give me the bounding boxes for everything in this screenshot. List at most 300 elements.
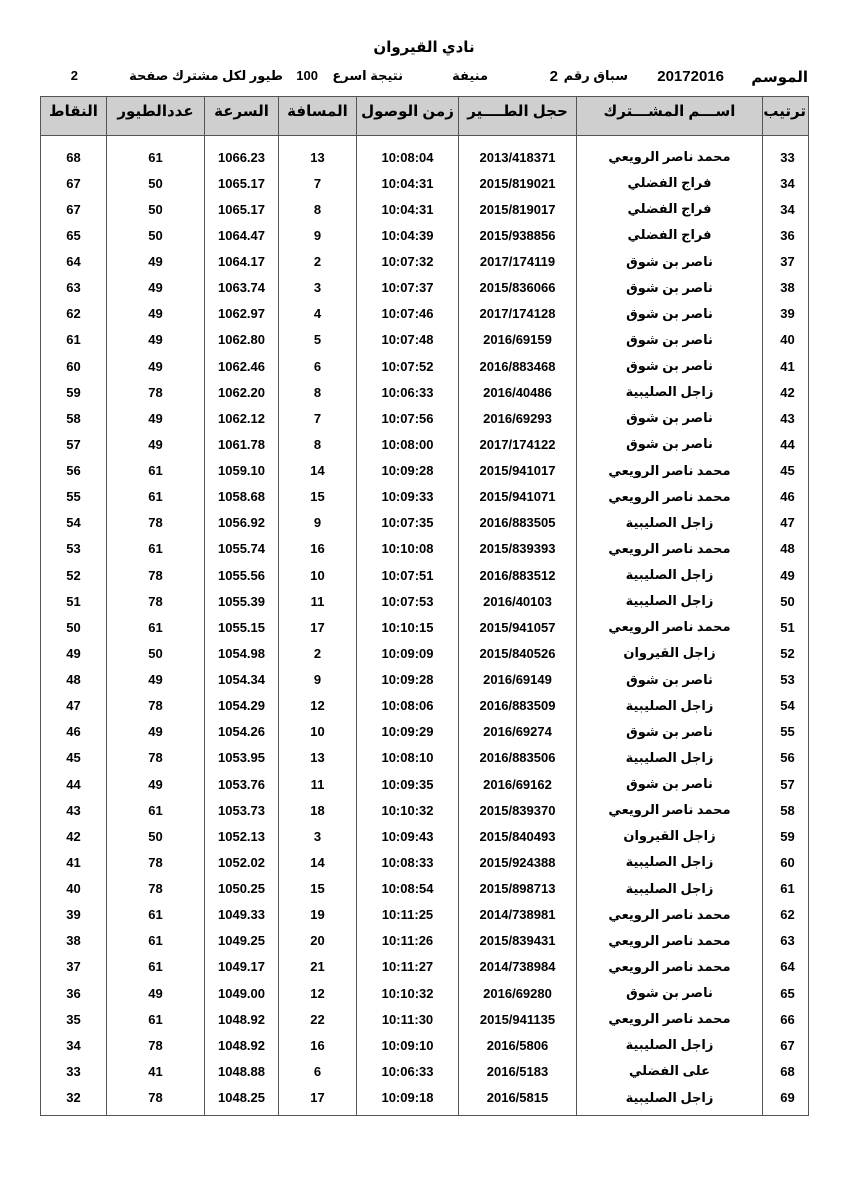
cell-arrival: 10:09:35 bbox=[357, 771, 459, 797]
cell-rank bbox=[763, 327, 809, 353]
cell-points: 38 bbox=[41, 928, 107, 954]
cell-distance: 17 bbox=[279, 614, 357, 640]
cell-birds: 78 bbox=[107, 745, 205, 771]
cell-distance: 18 bbox=[279, 797, 357, 823]
cell-birds: 49 bbox=[107, 431, 205, 457]
table-row bbox=[41, 667, 809, 693]
header-name bbox=[577, 97, 763, 136]
cell-distance: 11 bbox=[279, 771, 357, 797]
cell-rank bbox=[763, 719, 809, 745]
rank-value: 49 bbox=[780, 567, 795, 583]
cell-ring: 2016/5806 bbox=[459, 1032, 577, 1058]
rank-value: 39 bbox=[780, 306, 795, 322]
cell-arrival: 10:09:29 bbox=[357, 719, 459, 745]
cell-rank bbox=[763, 667, 809, 693]
table-row bbox=[41, 301, 809, 327]
cell-ring: 2015/898713 bbox=[459, 876, 577, 902]
table-row bbox=[41, 614, 809, 640]
season-label: الموسم bbox=[751, 69, 808, 86]
cell-rank bbox=[763, 954, 809, 980]
table-row bbox=[41, 562, 809, 588]
cell-name: ناصر بن شوق bbox=[577, 249, 763, 275]
cell-rank bbox=[763, 353, 809, 379]
cell-name: ناصر بن شوق bbox=[577, 771, 763, 797]
cell-speed: 1052.02 bbox=[205, 849, 279, 875]
cell-birds: 61 bbox=[107, 954, 205, 980]
table-row bbox=[41, 797, 809, 823]
cell-ring: 2015/924388 bbox=[459, 849, 577, 875]
season-value: 20172016 bbox=[657, 68, 724, 85]
cell-arrival: 10:09:33 bbox=[357, 484, 459, 510]
cell-arrival: 10:07:56 bbox=[357, 405, 459, 431]
rank-value: 52 bbox=[780, 645, 795, 661]
cell-ring: 2015/836066 bbox=[459, 275, 577, 301]
cell-speed: 1053.76 bbox=[205, 771, 279, 797]
cell-name: محمد ناصر الرويعي bbox=[577, 484, 763, 510]
cell-distance: 21 bbox=[279, 954, 357, 980]
table-row bbox=[41, 1032, 809, 1058]
cell-ring: 2017/174122 bbox=[459, 431, 577, 457]
race-info bbox=[40, 68, 808, 92]
cell-points: 65 bbox=[41, 222, 107, 248]
cell-arrival: 10:08:00 bbox=[357, 431, 459, 457]
cell-distance: 16 bbox=[279, 1032, 357, 1058]
cell-ring: 2016/883509 bbox=[459, 693, 577, 719]
cell-birds: 50 bbox=[107, 640, 205, 666]
cell-points: 56 bbox=[41, 458, 107, 484]
cell-ring: 2016/69274 bbox=[459, 719, 577, 745]
cell-birds: 61 bbox=[107, 136, 205, 171]
rank-value: 67 bbox=[780, 1037, 795, 1053]
cell-birds: 78 bbox=[107, 849, 205, 875]
results-body bbox=[41, 136, 809, 1116]
cell-arrival: 10:08:33 bbox=[357, 849, 459, 875]
rank-value: 36 bbox=[780, 227, 795, 243]
cell-rank bbox=[763, 771, 809, 797]
cell-points: 37 bbox=[41, 954, 107, 980]
cell-birds: 49 bbox=[107, 719, 205, 745]
cell-arrival: 10:09:09 bbox=[357, 640, 459, 666]
cell-arrival: 10:10:32 bbox=[357, 980, 459, 1006]
cell-arrival: 10:09:28 bbox=[357, 458, 459, 484]
header-arrival bbox=[357, 97, 459, 136]
cell-distance: 3 bbox=[279, 823, 357, 849]
cell-name: على الفضلي bbox=[577, 1058, 763, 1084]
cell-distance: 9 bbox=[279, 510, 357, 536]
cell-points: 39 bbox=[41, 902, 107, 928]
cell-name: ناصر بن شوق bbox=[577, 667, 763, 693]
cell-ring: 2016/883468 bbox=[459, 353, 577, 379]
cell-ring: 2016/69149 bbox=[459, 667, 577, 693]
rank-value: 66 bbox=[780, 1011, 795, 1027]
cell-points: 55 bbox=[41, 484, 107, 510]
rank-value: 43 bbox=[780, 410, 795, 426]
table-row bbox=[41, 771, 809, 797]
cell-distance: 9 bbox=[279, 667, 357, 693]
results-table bbox=[40, 96, 809, 1116]
cell-speed: 1062.97 bbox=[205, 301, 279, 327]
cell-ring: 2015/938856 bbox=[459, 222, 577, 248]
cell-points: 32 bbox=[41, 1085, 107, 1116]
cell-rank bbox=[763, 902, 809, 928]
table-row bbox=[41, 588, 809, 614]
table-row bbox=[41, 1085, 809, 1116]
cell-arrival: 10:10:08 bbox=[357, 536, 459, 562]
rank-value: 63 bbox=[780, 933, 795, 949]
cell-speed: 1062.80 bbox=[205, 327, 279, 353]
header-birds-label: عددالطيور bbox=[117, 103, 194, 120]
cell-ring: 2015/839393 bbox=[459, 536, 577, 562]
cell-points: 63 bbox=[41, 275, 107, 301]
cell-ring: 2015/941017 bbox=[459, 458, 577, 484]
cell-distance: 8 bbox=[279, 196, 357, 222]
cell-points: 60 bbox=[41, 353, 107, 379]
cell-name: زاجل الصليبية bbox=[577, 562, 763, 588]
table-row bbox=[41, 405, 809, 431]
cell-rank bbox=[763, 614, 809, 640]
cell-rank bbox=[763, 980, 809, 1006]
cell-birds: 61 bbox=[107, 614, 205, 640]
cell-rank bbox=[763, 196, 809, 222]
cell-ring: 2016/69159 bbox=[459, 327, 577, 353]
cell-rank bbox=[763, 1006, 809, 1032]
cell-rank bbox=[763, 405, 809, 431]
cell-arrival: 10:08:06 bbox=[357, 693, 459, 719]
cell-name: محمد ناصر الرويعي bbox=[577, 458, 763, 484]
cell-arrival: 10:09:28 bbox=[357, 667, 459, 693]
cell-arrival: 10:07:35 bbox=[357, 510, 459, 536]
rank-value: 40 bbox=[780, 332, 795, 348]
cell-points: 59 bbox=[41, 379, 107, 405]
cell-points: 43 bbox=[41, 797, 107, 823]
table-row bbox=[41, 275, 809, 301]
cell-birds: 49 bbox=[107, 980, 205, 1006]
cell-rank bbox=[763, 484, 809, 510]
rank-value: 61 bbox=[780, 881, 795, 897]
cell-speed: 1062.12 bbox=[205, 405, 279, 431]
cell-speed: 1066.23 bbox=[205, 136, 279, 171]
cell-arrival: 10:11:30 bbox=[357, 1006, 459, 1032]
cell-rank bbox=[763, 693, 809, 719]
cell-points: 50 bbox=[41, 614, 107, 640]
cell-name: فراج الفضلي bbox=[577, 222, 763, 248]
cell-ring: 2016/40486 bbox=[459, 379, 577, 405]
table-row bbox=[41, 249, 809, 275]
cell-arrival: 10:07:32 bbox=[357, 249, 459, 275]
cell-ring: 2016/5183 bbox=[459, 1058, 577, 1084]
per-participant-label: طيور لكل مشترك صفحة bbox=[129, 68, 283, 83]
cell-arrival: 10:06:33 bbox=[357, 1058, 459, 1084]
cell-speed: 1050.25 bbox=[205, 876, 279, 902]
rank-value: 44 bbox=[780, 436, 795, 452]
cell-speed: 1049.33 bbox=[205, 902, 279, 928]
rank-value: 53 bbox=[780, 672, 795, 688]
cell-rank bbox=[763, 1032, 809, 1058]
cell-points: 40 bbox=[41, 876, 107, 902]
rank-value: 38 bbox=[780, 280, 795, 296]
cell-points: 42 bbox=[41, 823, 107, 849]
cell-speed: 1064.17 bbox=[205, 249, 279, 275]
cell-speed: 1062.46 bbox=[205, 353, 279, 379]
table-row bbox=[41, 327, 809, 353]
cell-ring: 2017/174128 bbox=[459, 301, 577, 327]
cell-birds: 61 bbox=[107, 797, 205, 823]
rank-value: 55 bbox=[780, 724, 795, 740]
cell-rank bbox=[763, 928, 809, 954]
cell-birds: 61 bbox=[107, 536, 205, 562]
table-row bbox=[41, 379, 809, 405]
table-row bbox=[41, 536, 809, 562]
cell-distance: 10 bbox=[279, 719, 357, 745]
cell-speed: 1063.74 bbox=[205, 275, 279, 301]
table-row bbox=[41, 510, 809, 536]
cell-arrival: 10:08:04 bbox=[357, 136, 459, 171]
cell-distance: 16 bbox=[279, 536, 357, 562]
rank-value: 64 bbox=[780, 959, 795, 975]
cell-distance: 17 bbox=[279, 1085, 357, 1116]
cell-points: 34 bbox=[41, 1032, 107, 1058]
cell-distance: 14 bbox=[279, 458, 357, 484]
cell-speed: 1064.47 bbox=[205, 222, 279, 248]
cell-name: ناصر بن شوق bbox=[577, 327, 763, 353]
cell-speed: 1055.74 bbox=[205, 536, 279, 562]
cell-name: زاجل القيروان bbox=[577, 823, 763, 849]
cell-arrival: 10:06:33 bbox=[357, 379, 459, 405]
cell-rank bbox=[763, 876, 809, 902]
header-points-label: النقاط bbox=[49, 103, 98, 120]
header-speed bbox=[205, 97, 279, 136]
cell-name: ناصر بن شوق bbox=[577, 405, 763, 431]
cell-ring: 2014/738981 bbox=[459, 902, 577, 928]
rank-value: 37 bbox=[780, 254, 795, 270]
cell-distance: 19 bbox=[279, 902, 357, 928]
cell-ring: 2015/819017 bbox=[459, 196, 577, 222]
cell-rank bbox=[763, 745, 809, 771]
cell-speed: 1048.92 bbox=[205, 1032, 279, 1058]
cell-ring: 2016/883505 bbox=[459, 510, 577, 536]
cell-distance: 2 bbox=[279, 640, 357, 666]
result-count: 100 bbox=[296, 68, 318, 83]
cell-arrival: 10:10:15 bbox=[357, 614, 459, 640]
cell-name: زاجل الصليبية bbox=[577, 876, 763, 902]
header-points bbox=[41, 97, 107, 136]
cell-distance: 7 bbox=[279, 405, 357, 431]
header-arrival-label: زمن الوصول bbox=[361, 103, 454, 120]
cell-name: محمد ناصر الرويعي bbox=[577, 1006, 763, 1032]
cell-rank bbox=[763, 249, 809, 275]
cell-ring: 2015/819021 bbox=[459, 170, 577, 196]
header-ring bbox=[459, 97, 577, 136]
cell-speed: 1054.34 bbox=[205, 667, 279, 693]
cell-birds: 78 bbox=[107, 588, 205, 614]
race-number: 2 bbox=[549, 68, 558, 85]
cell-speed: 1059.10 bbox=[205, 458, 279, 484]
cell-arrival: 10:09:43 bbox=[357, 823, 459, 849]
table-row bbox=[41, 719, 809, 745]
table-row bbox=[41, 431, 809, 457]
header-ring-label: حجل الطــــير bbox=[467, 103, 568, 120]
cell-birds: 78 bbox=[107, 510, 205, 536]
cell-name: زاجل الصليبية bbox=[577, 849, 763, 875]
cell-name: زاجل الصليبية bbox=[577, 745, 763, 771]
cell-birds: 49 bbox=[107, 405, 205, 431]
cell-distance: 6 bbox=[279, 1058, 357, 1084]
cell-speed: 1048.25 bbox=[205, 1085, 279, 1116]
cell-distance: 5 bbox=[279, 327, 357, 353]
cell-birds: 78 bbox=[107, 1085, 205, 1116]
table-row bbox=[41, 693, 809, 719]
cell-name: زاجل الصليبية bbox=[577, 510, 763, 536]
cell-distance: 2 bbox=[279, 249, 357, 275]
cell-rank bbox=[763, 1085, 809, 1116]
cell-name: زاجل الصليبية bbox=[577, 379, 763, 405]
cell-rank bbox=[763, 536, 809, 562]
cell-birds: 41 bbox=[107, 1058, 205, 1084]
cell-birds: 78 bbox=[107, 379, 205, 405]
table-row bbox=[41, 980, 809, 1006]
cell-rank bbox=[763, 797, 809, 823]
cell-birds: 49 bbox=[107, 353, 205, 379]
rank-value: 42 bbox=[780, 384, 795, 400]
cell-distance: 6 bbox=[279, 353, 357, 379]
cell-ring: 2015/941071 bbox=[459, 484, 577, 510]
cell-arrival: 10:04:39 bbox=[357, 222, 459, 248]
cell-birds: 61 bbox=[107, 484, 205, 510]
header-distance-label: المسافة bbox=[287, 103, 348, 120]
table-row bbox=[41, 849, 809, 875]
cell-speed: 1062.20 bbox=[205, 379, 279, 405]
cell-points: 41 bbox=[41, 849, 107, 875]
cell-arrival: 10:04:31 bbox=[357, 170, 459, 196]
cell-birds: 61 bbox=[107, 928, 205, 954]
rank-value: 33 bbox=[780, 149, 795, 165]
rank-value: 60 bbox=[780, 854, 795, 870]
cell-arrival: 10:09:18 bbox=[357, 1085, 459, 1116]
cell-name: ناصر بن شوق bbox=[577, 431, 763, 457]
table-row bbox=[41, 823, 809, 849]
cell-birds: 49 bbox=[107, 327, 205, 353]
cell-name: محمد ناصر الرويعي bbox=[577, 954, 763, 980]
table-row bbox=[41, 640, 809, 666]
rank-value: 54 bbox=[780, 698, 795, 714]
cell-name: محمد ناصر الرويعي bbox=[577, 136, 763, 171]
cell-speed: 1065.17 bbox=[205, 170, 279, 196]
cell-points: 53 bbox=[41, 536, 107, 562]
cell-points: 58 bbox=[41, 405, 107, 431]
cell-birds: 61 bbox=[107, 902, 205, 928]
table-row bbox=[41, 458, 809, 484]
cell-distance: 12 bbox=[279, 693, 357, 719]
cell-speed: 1052.13 bbox=[205, 823, 279, 849]
cell-speed: 1055.39 bbox=[205, 588, 279, 614]
cell-name: محمد ناصر الرويعي bbox=[577, 614, 763, 640]
cell-rank bbox=[763, 275, 809, 301]
cell-points: 64 bbox=[41, 249, 107, 275]
cell-distance: 10 bbox=[279, 562, 357, 588]
table-row bbox=[41, 353, 809, 379]
cell-speed: 1049.17 bbox=[205, 954, 279, 980]
cell-points: 33 bbox=[41, 1058, 107, 1084]
cell-rank bbox=[763, 562, 809, 588]
cell-ring: 2015/839431 bbox=[459, 928, 577, 954]
cell-rank bbox=[763, 588, 809, 614]
cell-distance: 15 bbox=[279, 876, 357, 902]
table-row bbox=[41, 928, 809, 954]
cell-name: ناصر بن شوق bbox=[577, 353, 763, 379]
cell-arrival: 10:08:54 bbox=[357, 876, 459, 902]
rank-value: 57 bbox=[780, 776, 795, 792]
cell-rank bbox=[763, 431, 809, 457]
table-row bbox=[41, 1058, 809, 1084]
cell-arrival: 10:11:27 bbox=[357, 954, 459, 980]
cell-ring: 2015/839370 bbox=[459, 797, 577, 823]
table-row bbox=[41, 222, 809, 248]
cell-birds: 50 bbox=[107, 222, 205, 248]
cell-speed: 1053.73 bbox=[205, 797, 279, 823]
cell-name: زاجل الصليبية bbox=[577, 1032, 763, 1058]
cell-points: 44 bbox=[41, 771, 107, 797]
cell-name: محمد ناصر الرويعي bbox=[577, 902, 763, 928]
cell-ring: 2016/69162 bbox=[459, 771, 577, 797]
rank-value: 68 bbox=[780, 1063, 795, 1079]
cell-birds: 50 bbox=[107, 196, 205, 222]
cell-arrival: 10:08:10 bbox=[357, 745, 459, 771]
cell-distance: 8 bbox=[279, 431, 357, 457]
cell-points: 62 bbox=[41, 301, 107, 327]
cell-speed: 1056.92 bbox=[205, 510, 279, 536]
cell-rank bbox=[763, 222, 809, 248]
cell-ring: 2016/69293 bbox=[459, 405, 577, 431]
rank-value: 69 bbox=[780, 1090, 795, 1106]
cell-distance: 7 bbox=[279, 170, 357, 196]
cell-distance: 8 bbox=[279, 379, 357, 405]
table-row bbox=[41, 136, 809, 171]
cell-arrival: 10:07:53 bbox=[357, 588, 459, 614]
cell-rank bbox=[763, 379, 809, 405]
table-row bbox=[41, 902, 809, 928]
rank-value: 48 bbox=[780, 541, 795, 557]
cell-arrival: 10:04:31 bbox=[357, 196, 459, 222]
cell-birds: 78 bbox=[107, 562, 205, 588]
cell-birds: 49 bbox=[107, 249, 205, 275]
rank-value: 62 bbox=[780, 907, 795, 923]
cell-name: ناصر بن شوق bbox=[577, 719, 763, 745]
cell-birds: 78 bbox=[107, 1032, 205, 1058]
table-row bbox=[41, 745, 809, 771]
cell-speed: 1061.78 bbox=[205, 431, 279, 457]
cell-birds: 78 bbox=[107, 876, 205, 902]
cell-distance: 13 bbox=[279, 745, 357, 771]
cell-points: 36 bbox=[41, 980, 107, 1006]
cell-speed: 1049.25 bbox=[205, 928, 279, 954]
cell-name: زاجل الصليبية bbox=[577, 1085, 763, 1116]
header-distance bbox=[279, 97, 357, 136]
cell-rank bbox=[763, 640, 809, 666]
cell-ring: 2015/941135 bbox=[459, 1006, 577, 1032]
cell-arrival: 10:07:52 bbox=[357, 353, 459, 379]
cell-name: ناصر بن شوق bbox=[577, 301, 763, 327]
cell-speed: 1054.26 bbox=[205, 719, 279, 745]
rank-value: 46 bbox=[780, 489, 795, 505]
table-row bbox=[41, 196, 809, 222]
cell-birds: 78 bbox=[107, 693, 205, 719]
header-name-label: اســـم المشـــترك bbox=[603, 103, 736, 120]
cell-distance: 12 bbox=[279, 980, 357, 1006]
cell-points: 45 bbox=[41, 745, 107, 771]
cell-points: 47 bbox=[41, 693, 107, 719]
cell-distance: 3 bbox=[279, 275, 357, 301]
cell-birds: 50 bbox=[107, 170, 205, 196]
